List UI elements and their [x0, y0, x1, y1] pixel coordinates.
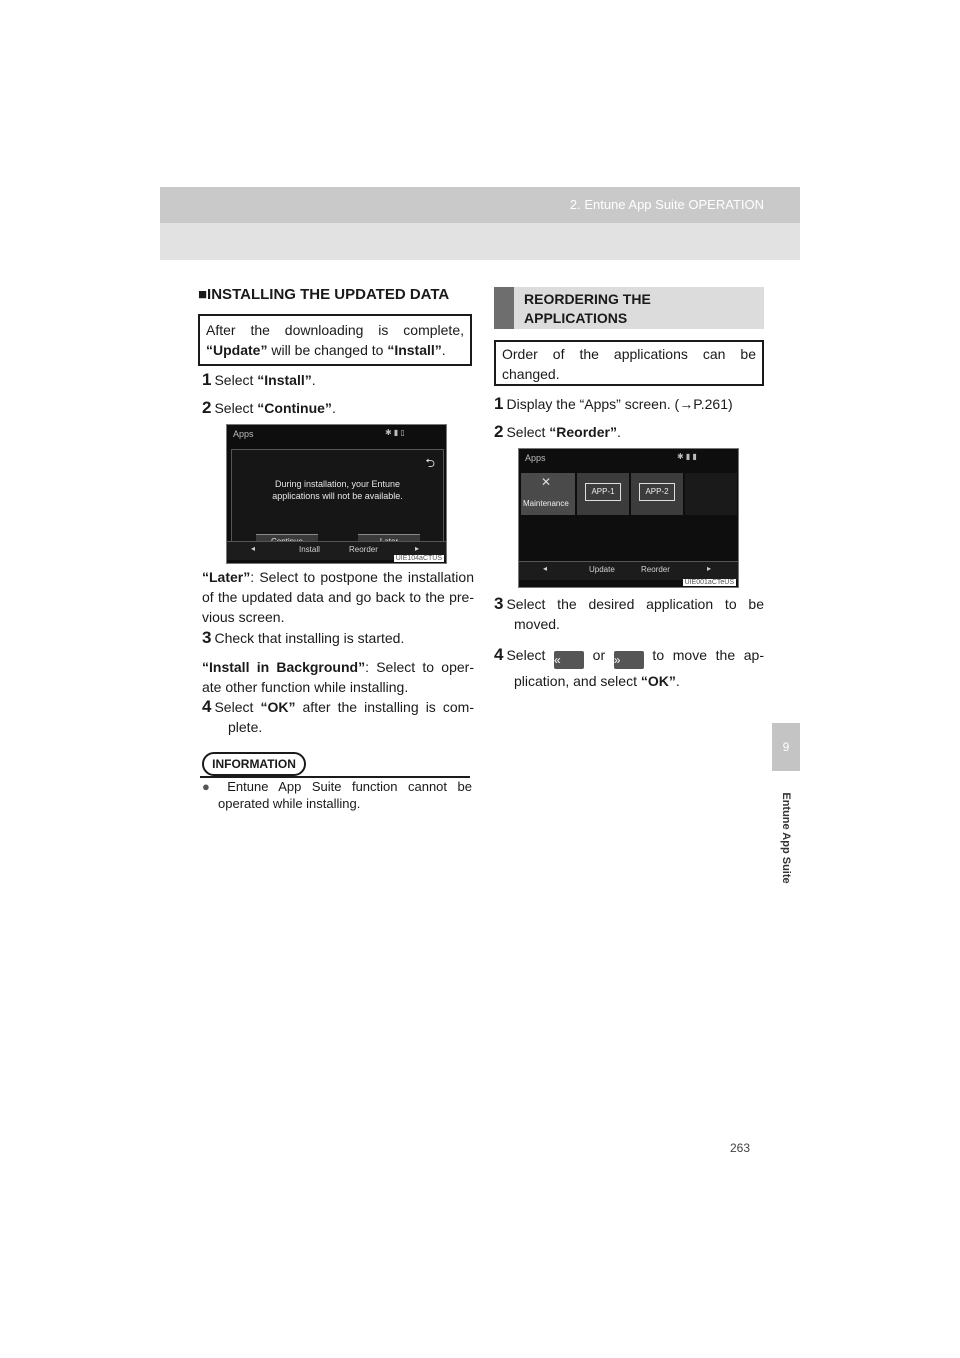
step-4-left: 4 Select “OK” after the installing is com- plete. — [202, 697, 474, 735]
intro-box-right-line2: changed. — [502, 366, 560, 382]
intro-box-left — [198, 314, 472, 366]
nav-left-arrow-icon[interactable]: ◂ — [251, 544, 256, 553]
install-dialog — [231, 449, 444, 555]
nav-right-arrow-icon[interactable]: ▸ — [415, 544, 420, 553]
tile-app-1[interactable]: APP-1 — [577, 473, 629, 515]
install-screen-image — [226, 424, 447, 564]
figure-code: UIE104aCTUS — [395, 555, 442, 562]
step-1-right: 1 Display the “Apps” screen. (→P.261) — [494, 394, 733, 413]
intro-box-left-line2: “Update” will be changed to “Install”. — [206, 342, 446, 358]
header-bar — [160, 187, 800, 223]
step-2-right: 2 Select “Reorder”. — [494, 422, 621, 441]
section-heading-installing: ■INSTALLING THE UPDATED DATA — [198, 286, 450, 303]
section-heading-reordering: REORDERING THE APPLICATIONS — [494, 287, 764, 329]
screen-nav-bar — [519, 561, 738, 580]
later-description: “Later”: Select to postpone the installation of the updated data and go back to the pre- vious screen. — [202, 569, 474, 625]
header-subbar — [160, 223, 800, 260]
section-heading-bar — [494, 287, 514, 329]
tile-empty — [685, 473, 737, 515]
intro-box-left-line1: After the downloading is complete, — [206, 322, 464, 338]
status-icons: ✱ ▮ ▯ — [385, 428, 405, 437]
back-icon: ⮌ — [425, 456, 435, 470]
tile-app-2[interactable]: APP-2 — [631, 473, 683, 515]
step-2-left: 2 Select “Continue”. — [202, 398, 336, 417]
information-badge: INFORMATION — [202, 752, 306, 776]
page-number: 263 — [730, 1141, 751, 1155]
reorder-screen-image — [518, 448, 739, 588]
arrow-right-icon: → — [679, 396, 694, 412]
tile-maintenance[interactable]: ✕ Maintenance — [521, 473, 575, 515]
status-icons: ✱ ▮ ▮ — [677, 452, 697, 461]
step-1-left: 1 Select “Install”. — [202, 370, 316, 389]
nav-update[interactable]: Update — [589, 565, 615, 574]
figure-code: UIE001aCTeUS — [684, 579, 734, 586]
intro-box-right-line1: Order of the applications can be — [502, 346, 756, 362]
bullet-icon: ● — [202, 779, 217, 794]
nav-reorder[interactable]: Reorder — [349, 545, 378, 554]
intro-box-right — [494, 340, 764, 386]
header-title: 2. Entune App Suite OPERATION — [569, 197, 764, 212]
nav-left-arrow-icon[interactable]: ◂ — [543, 564, 548, 573]
step-4-right: 4 Select « or » to move the ap- plication, and select “OK”. — [494, 645, 764, 689]
nav-right-arrow-icon[interactable]: ▸ — [707, 564, 712, 573]
install-dialog-message: During installation, your Entune applications will not be available. — [272, 479, 403, 501]
background-description: “Install in Background”: Select to oper- ate other function while installing. — [202, 659, 474, 695]
step-3-left: 3 Check that installing is started. — [202, 628, 405, 647]
step-3-right: 3 Select the desired application to be moved. — [494, 594, 764, 632]
wrench-icon: ✕ — [541, 475, 552, 489]
nav-reorder[interactable]: Reorder — [641, 565, 670, 574]
move-left-icon: « — [554, 651, 584, 669]
screen-title: Apps — [233, 429, 254, 439]
information-text: ● Entune App Suite function cannot be operated while installing. — [202, 779, 472, 811]
screen-title: Apps — [525, 453, 546, 463]
chapter-tab-label — [773, 780, 799, 896]
nav-install[interactable]: Install — [299, 545, 320, 554]
move-right-icon: » — [614, 651, 644, 669]
chapter-tab-text: Entune App Suite — [780, 792, 792, 884]
chapter-tab-number: 9 — [772, 723, 800, 771]
